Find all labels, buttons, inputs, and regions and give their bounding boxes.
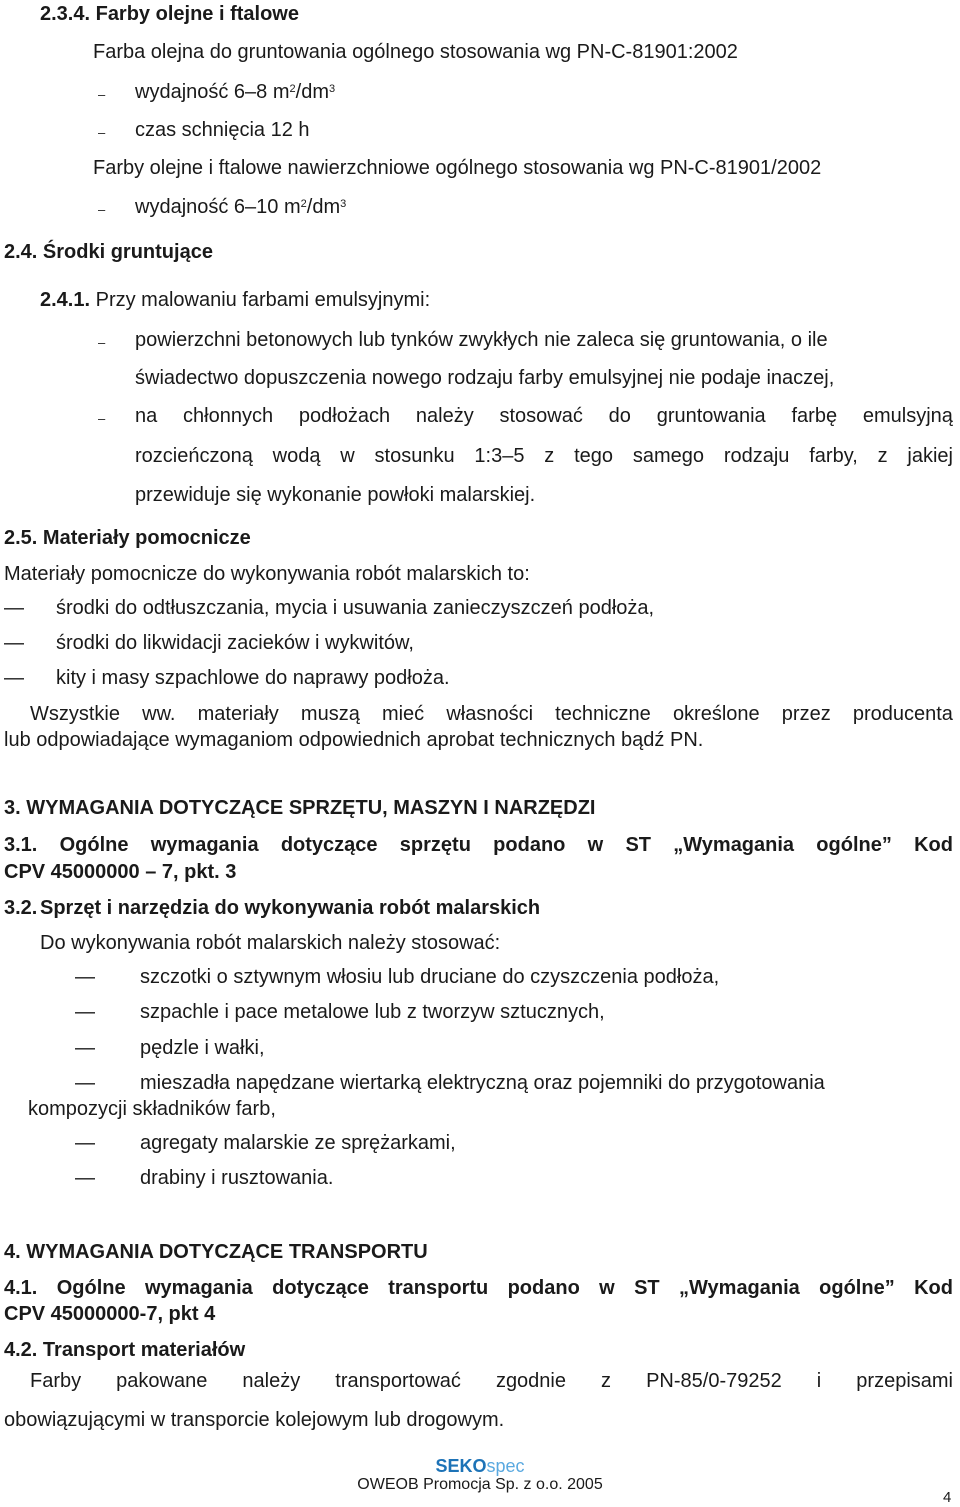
dash-marker: — bbox=[4, 597, 24, 619]
primer-item-1-line-2: świadectwo dopuszczenia nowego rodzaju farby emulsyjnej nie podaje inaczej, bbox=[135, 367, 835, 389]
dash-marker: – bbox=[98, 202, 106, 217]
equipment-item-4-line-1: mieszadła napędzane wiertarką elektryczną oraz pojemniki do przygotowania bbox=[140, 1072, 825, 1094]
equipment-item-3: pędzle i wałki, bbox=[140, 1037, 265, 1059]
dash-marker: — bbox=[75, 1132, 95, 1154]
section-heading-3: 3. WYMAGANIA DOTYCZĄCE SPRZĘTU, MASZYN I NARZĘDZI bbox=[4, 797, 596, 819]
auxiliary-note-line-2: lub odpowiadające wymaganiom odpowiednich aprobat technicznych bądź PN. bbox=[4, 729, 704, 751]
paint-a-title: Farba olejna do gruntowania ogólnego stosowania wg PN-C-81901:2002 bbox=[93, 41, 738, 63]
auxiliary-note-line-1: Wszystkie ww. materiały muszą mieć własności techniczne określone przez producenta bbox=[30, 703, 953, 725]
primer-item-2-line-1: na chłonnych podłożach należy stosować do gruntowania farbę emulsyjną bbox=[135, 405, 953, 427]
section-3-2-title: Sprzęt i narzędzia do wykonywania robót malarskich bbox=[40, 897, 541, 919]
auxiliary-intro: Materiały pomocnicze do wykonywania robót malarskich to: bbox=[4, 563, 530, 585]
auxiliary-item-1: środki do odtłuszczania, mycia i usuwania zanieczyszczeń podłoża, bbox=[56, 597, 655, 619]
transport-para-line-2: obowiązującymi w transporcie kolejowym lub drogowym. bbox=[4, 1409, 505, 1431]
primer-item-2-line-2: rozcieńczoną wodą w stosunku 1:3–5 z tego samego rodzaju farby, z jakiej bbox=[135, 445, 953, 467]
dash-marker: — bbox=[75, 1072, 95, 1094]
equipment-intro: Do wykonywania robót malarskich należy stosować: bbox=[40, 932, 501, 954]
equipment-item-1: szczotki o sztywnym włosiu lub druciane do czyszczenia podłoża, bbox=[140, 966, 720, 988]
footer-company: OWEOB Promocja Sp. z o.o. 2005 bbox=[357, 1476, 603, 1493]
dash-marker: — bbox=[75, 966, 95, 988]
section-3-2-number: 3.2. bbox=[4, 897, 38, 919]
paint-a-yield: wydajność 6–8 $m^2/dm^3$ bbox=[135, 81, 336, 103]
section-heading-4: 4. WYMAGANIA DOTYCZĄCE TRANSPORTU bbox=[4, 1241, 428, 1263]
auxiliary-item-2: środki do likwidacji zacieków i wykwitów, bbox=[56, 632, 414, 654]
section-heading-2-5: 2.5. Materiały pomocnicze bbox=[4, 527, 251, 549]
subsection-2-4-1: 2.4.1. Przy malowaniu farbami emulsyjnymi: bbox=[40, 289, 431, 311]
section-heading-4-2: 4.2. Transport materiałów bbox=[4, 1339, 246, 1361]
paint-a-drying-time: czas schnięcia 12 h bbox=[135, 119, 310, 141]
auxiliary-item-3: kity i masy szpachlowe do naprawy podłoża. bbox=[56, 667, 450, 689]
section-3-1-line-1: 3.1. Ogólne wymagania dotyczące sprzętu podano w ST „Wymagania ogólne” Kod bbox=[4, 834, 953, 856]
section-heading-2-4: 2.4. Środki gruntujące bbox=[4, 241, 213, 263]
section-4-1-line-1: 4.1. Ogólne wymagania dotyczące transportu podano w ST „Wymagania ogólne” Kod bbox=[4, 1277, 953, 1299]
transport-para-line-1: Farby pakowane należy transportować zgodnie z PN-85/0-79252 i przepisami bbox=[30, 1370, 953, 1392]
sekospec-logo: SEKOspec bbox=[435, 1456, 525, 1476]
equipment-item-5: agregaty malarskie ze sprężarkami, bbox=[140, 1132, 456, 1154]
page-number: 4 bbox=[943, 1489, 952, 1506]
paint-b-yield: wydajność 6–10 $m^2/dm^3$ bbox=[135, 196, 347, 218]
dash-marker: — bbox=[75, 1167, 95, 1189]
section-4-1-line-2: CPV 45000000-7, pkt 4 bbox=[4, 1303, 216, 1325]
dash-marker: — bbox=[75, 1001, 95, 1023]
equipment-item-6: drabiny i rusztowania. bbox=[140, 1167, 334, 1189]
equipment-item-2: szpachle i pace metalowe lub z tworzyw sztucznych, bbox=[140, 1001, 605, 1023]
dash-marker: – bbox=[98, 87, 106, 102]
primer-item-2-line-3: przewiduje się wykonanie powłoki malarskiej. bbox=[135, 484, 536, 506]
dash-marker: — bbox=[4, 667, 24, 689]
section-3-1-line-2: CPV 45000000 – 7, pkt. 3 bbox=[4, 861, 237, 883]
dash-marker: – bbox=[98, 411, 106, 426]
paint-b-title: Farby olejne i ftalowe nawierzchniowe ogólnego stosowania wg PN-C-81901/2002 bbox=[93, 157, 822, 179]
dash-marker: — bbox=[75, 1037, 95, 1059]
equipment-item-4-line-2: kompozycji składników farb, bbox=[28, 1098, 276, 1120]
dash-marker: – bbox=[98, 335, 106, 350]
dash-marker: – bbox=[98, 125, 106, 140]
dash-marker: — bbox=[4, 632, 24, 654]
section-heading-2-3-4: 2.3.4. Farby olejne i ftalowe bbox=[40, 3, 299, 25]
primer-item-1-line-1: powierzchni betonowych lub tynków zwykłych nie zaleca się gruntowania, o ile bbox=[135, 329, 828, 351]
